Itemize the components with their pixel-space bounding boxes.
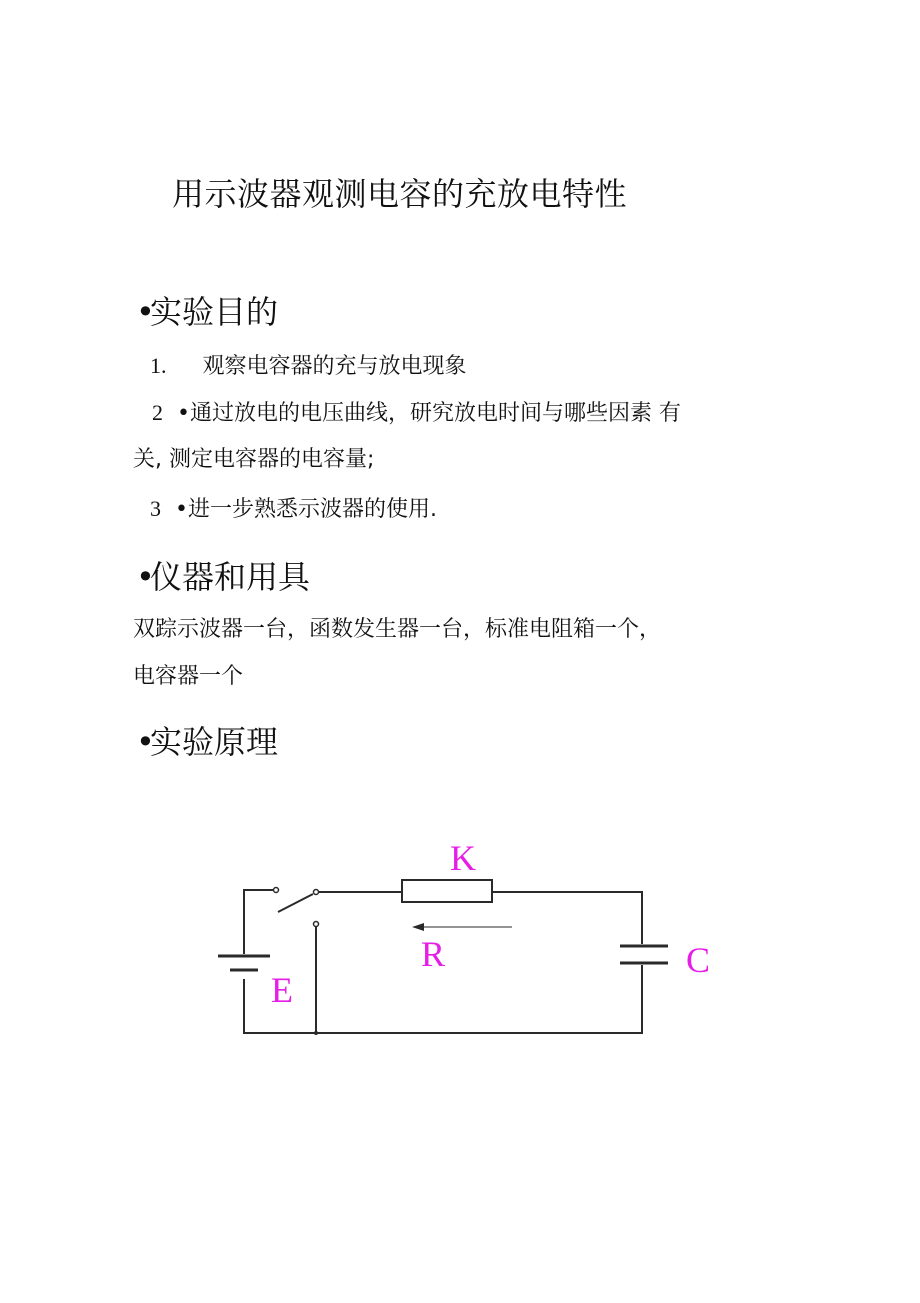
switch-blade (278, 894, 313, 912)
switch-contact-discharge (314, 922, 319, 927)
purpose-item-3 (150, 494, 437, 525)
purpose-item-3-bullet: • (175, 497, 188, 522)
page-title: 用示波器观测电容的充放电特性 (172, 175, 628, 213)
wire-resistor-to-capacitor (492, 892, 642, 944)
bullet-dot: • (136, 558, 155, 596)
rc-circuit-diagram (212, 836, 712, 1046)
purpose-item-1-text: 观察电容器的充与放电现象 (202, 354, 467, 379)
label-E: E (271, 970, 293, 1010)
section-heading-purpose-text: 实验目的 (150, 293, 279, 331)
purpose-item-3-number: 3 (150, 496, 161, 521)
junction-dot (314, 1031, 318, 1035)
label-C: C (686, 940, 711, 980)
purpose-item-2-line2: 关, 测定电容器的电容量; (133, 447, 375, 472)
purpose-item-1 (150, 351, 467, 382)
instruments-line-2: 电容器一个 (133, 664, 244, 689)
instruments-line-1: 双踪示波器一台，函数发生器一台，标准电阻箱一个， (133, 617, 662, 642)
label-R: R (421, 934, 446, 974)
wire-bottom-return (244, 965, 642, 1033)
purpose-item-3-text: 进一步熟悉示波器的使用. (187, 497, 437, 522)
section-heading-principle-text: 实验原理 (150, 723, 279, 761)
switch-pivot-contact (274, 888, 279, 893)
purpose-item-2-number: 2 (152, 400, 163, 425)
purpose-item-1-number: 1. (150, 353, 167, 378)
section-heading-principle (136, 720, 278, 764)
section-heading-instruments (136, 555, 310, 599)
bullet-dot: • (136, 723, 155, 761)
arrow-head (412, 923, 424, 931)
section-heading-instruments-text: 仪器和用具 (150, 558, 311, 596)
label-K: K (450, 838, 476, 878)
bullet-dot: • (136, 293, 155, 331)
purpose-item-2 (152, 398, 681, 429)
switch-contact-charge (314, 890, 319, 895)
resistor-body (402, 880, 492, 902)
wire-battery-to-switch (244, 890, 274, 954)
purpose-item-2-text-line1: 通过放电的电压曲线，研究放电时间与哪些因素 有 (189, 401, 681, 426)
purpose-item-2-bullet: • (177, 401, 190, 426)
section-heading-purpose (136, 290, 278, 334)
